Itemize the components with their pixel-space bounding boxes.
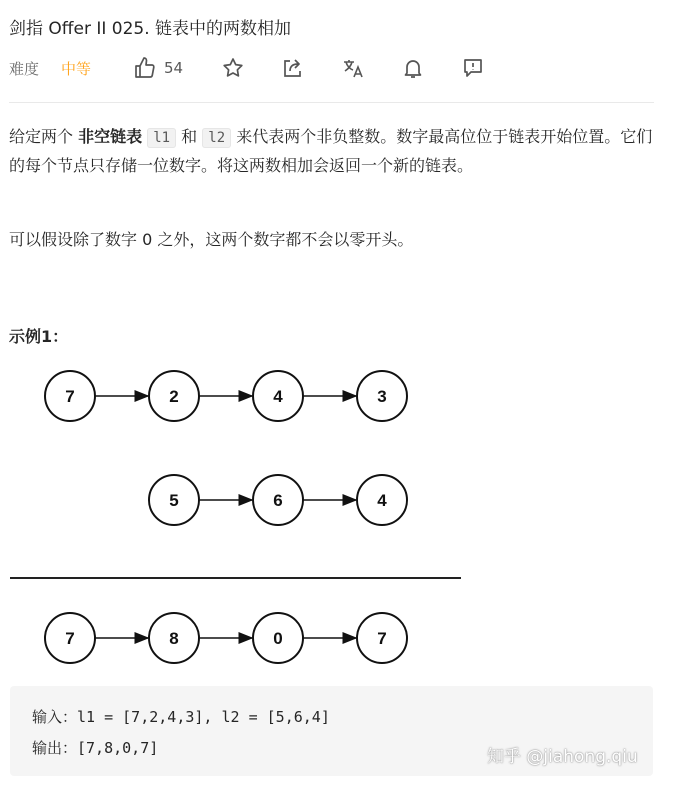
bell-icon[interactable] — [401, 56, 425, 80]
list1-node-value-2: 4 — [273, 387, 283, 406]
list1-node-value-1: 2 — [169, 387, 179, 406]
share-icon[interactable] — [281, 56, 305, 80]
example-input: 输入：l1 = [7,2,4,3], l2 = [5,6,4] — [32, 708, 330, 726]
code-l2: l2 — [202, 128, 231, 148]
assumption-paragraph: 可以假设除了数字 0 之外，这两个数字都不会以零开头。 — [9, 230, 414, 249]
problem-meta-bar — [9, 56, 669, 80]
result-node-value-3: 7 — [377, 629, 387, 648]
code-l1: l1 — [147, 128, 176, 148]
problem-title: 剑指 Offer II 025. 链表中的两数相加 — [9, 19, 292, 39]
result-node-value-2: 0 — [273, 629, 283, 648]
watermark: 知乎 @jiahong.qiu — [487, 747, 638, 767]
example-title: 示例1： — [9, 327, 69, 346]
thumbs-up-icon[interactable] — [133, 56, 157, 80]
result-node-value-1: 8 — [169, 629, 179, 648]
description-paragraph — [9, 123, 659, 180]
desc-bold-term: 非空链表 — [78, 127, 143, 146]
example-output: 输出：[7,8,0,7] — [32, 739, 159, 757]
list2-node-value-0: 5 — [169, 491, 179, 510]
comment-icon[interactable] — [461, 56, 485, 80]
header-divider — [9, 102, 654, 103]
star-icon[interactable] — [221, 56, 245, 80]
difficulty-badge: 中等 — [61, 60, 92, 78]
translate-icon[interactable] — [341, 56, 365, 80]
result-node-value-0: 7 — [65, 629, 75, 648]
difficulty-label: 难度 — [9, 60, 40, 78]
desc-text-end: 来代表两个非负整数。数字最高位位于链表开始位置。它们的每个节点只存储一位数字。将这两数相加会返回一个新的链表。 — [9, 127, 653, 175]
like-count: 54 — [164, 59, 184, 77]
desc-text-start: 给定两个 — [9, 127, 79, 146]
list2-node-value-1: 6 — [273, 491, 283, 510]
list1-node-value-3: 3 — [377, 387, 387, 406]
list2-node-value-2: 4 — [377, 491, 387, 510]
desc-and: 和 — [181, 127, 198, 146]
linked-list-diagram — [0, 360, 679, 680]
list1-node-value-0: 7 — [65, 387, 75, 406]
